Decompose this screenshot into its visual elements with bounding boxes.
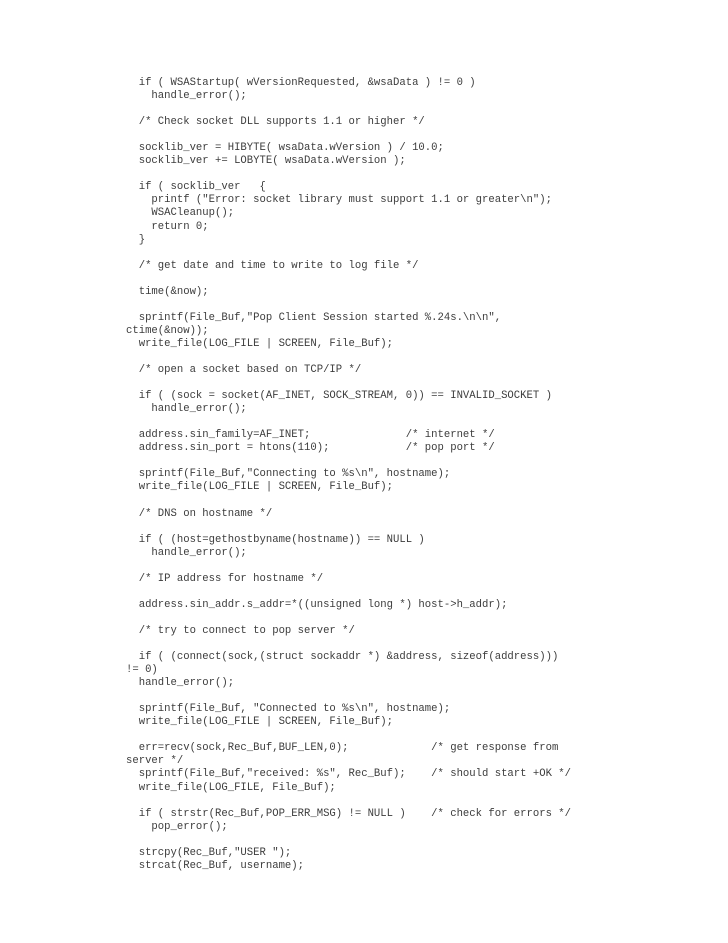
code-line: return 0; [126, 220, 209, 233]
code-line: address.sin_port = htons(110); /* pop port */ [126, 442, 495, 455]
code-line: server */ [126, 755, 184, 768]
code-line: write_file(LOG_FILE | SCREEN, File_Buf); [126, 481, 394, 494]
blank-line [126, 729, 571, 742]
code-line: /* get date and time to write to log file */ [126, 259, 419, 272]
code-line: sprintf(File_Buf,"Connecting to %s\n", hostname); [126, 468, 451, 481]
code-line: write_file(LOG_FILE | SCREEN, File_Buf); [126, 337, 394, 350]
code-line: /* Check socket DLL supports 1.1 or higher */ [126, 116, 425, 129]
code-line: /* try to connect to pop server */ [126, 624, 355, 637]
code-line: handle_error(); [126, 90, 247, 103]
code-line: /* open a socket based on TCP/IP */ [126, 364, 362, 377]
blank-line [126, 612, 571, 625]
code-line: if ( (connect(sock,(struct sockaddr *) &address, sizeof(address))) [126, 651, 559, 664]
code-line: /* IP address for hostname */ [126, 572, 324, 585]
blank-line [126, 103, 571, 116]
blank-line [126, 560, 571, 573]
code-line: if ( (sock = socket(AF_INET, SOCK_STREAM, 0)) == INVALID_SOCKET ) [126, 390, 552, 403]
blank-line [126, 495, 571, 508]
code-line: address.sin_family=AF_INET; /* internet */ [126, 429, 495, 442]
code-line: if ( WSAStartup( wVersionRequested, &wsaData ) != 0 ) [126, 77, 476, 89]
blank-line [126, 247, 571, 260]
code-line: } [126, 233, 146, 246]
blank-line [126, 168, 571, 181]
blank-line [126, 690, 571, 703]
blank-line [126, 129, 571, 142]
code-line: strcpy(Rec_Buf,"USER "); [126, 846, 292, 859]
code-line: write_file(LOG_FILE, File_Buf); [126, 781, 336, 794]
code-line: ctime(&now)); [126, 324, 209, 337]
blank-line [126, 586, 571, 599]
code-line: if ( socklib_ver { [126, 181, 266, 194]
code-line: socklib_ver += LOBYTE( wsaData.wVersion ); [126, 155, 406, 168]
code-line: time(&now); [126, 285, 209, 298]
code-line: WSACleanup(); [126, 207, 235, 220]
code-line: handle_error(); [126, 546, 247, 559]
blank-line [126, 521, 571, 534]
code-line: sprintf(File_Buf, "Connected to %s\n", hostname); [126, 703, 451, 716]
code-line: pop_error(); [126, 820, 228, 833]
code-line: printf ("Error: socket library must support 1.1 or greater\n"); [126, 194, 552, 207]
code-line: address.sin_addr.s_addr=*((unsigned long *) host->h_addr); [126, 598, 508, 611]
code-line: strcat(Rec_Buf, username); [126, 859, 305, 872]
blank-line [126, 795, 571, 808]
code-line: handle_error(); [126, 403, 247, 416]
code-line: sprintf(File_Buf,"Pop Client Session started %.24s.\n\n", [126, 311, 502, 324]
blank-line [126, 377, 571, 390]
blank-line [126, 455, 571, 468]
code-line: handle_error(); [126, 677, 235, 690]
code-line: if ( (host=gethostbyname(hostname)) == NULL ) [126, 533, 425, 546]
blank-line [126, 351, 571, 364]
code-line: write_file(LOG_FILE | SCREEN, File_Buf); [126, 716, 394, 729]
blank-line [126, 638, 571, 651]
blank-line [126, 416, 571, 429]
code-line: /* DNS on hostname */ [126, 507, 273, 520]
code-line: sprintf(File_Buf,"received: %s", Rec_Buf); /* should start +OK */ [126, 768, 572, 781]
blank-line [126, 273, 571, 286]
blank-line [126, 299, 571, 312]
code-line: != 0) [126, 664, 158, 677]
code-line: err=recv(sock,Rec_Buf,BUF_LEN,0); /* get response from [126, 742, 559, 755]
blank-line [126, 834, 571, 847]
code-line: if ( strstr(Rec_Buf,POP_ERR_MSG) != NULL ) /* check for errors */ [126, 807, 572, 820]
code-listing [126, 77, 571, 873]
code-line: socklib_ver = HIBYTE( wsaData.wVersion ) / 10.0; [126, 142, 444, 155]
